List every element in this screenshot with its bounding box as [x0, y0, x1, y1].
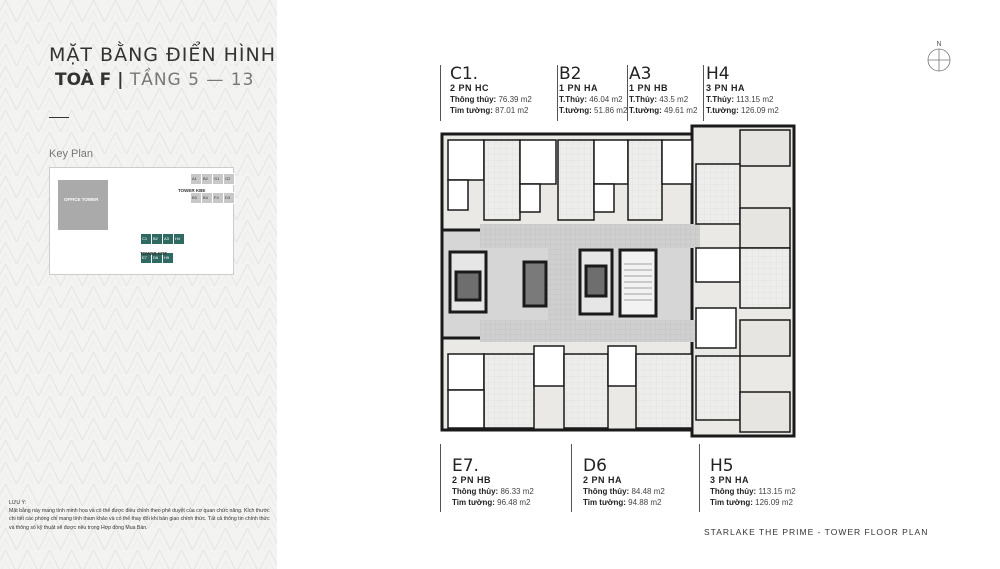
unit-leader-line	[699, 444, 700, 512]
unit-type: 1 PN HA	[559, 83, 599, 93]
key-plan-unit-label: A3	[164, 236, 169, 241]
key-plan-unit-label: G1	[214, 176, 220, 181]
key-plan-label: Key Plan	[49, 148, 94, 160]
key-plan-unit-label: B4	[203, 195, 208, 200]
area-label: T.Thủy:	[706, 95, 734, 104]
key-plan-unit-cell	[223, 192, 235, 204]
left-panel	[0, 0, 277, 569]
area-label: Tim tường:	[450, 106, 493, 115]
floor-range: TẦNG 5 — 13	[123, 70, 255, 90]
area-value: 113.15 m2	[736, 95, 774, 104]
key-plan-unit-label: B2	[203, 176, 208, 181]
unit-code: E7.	[452, 456, 479, 476]
unit-leader-line	[571, 444, 572, 512]
area-value: 87.01 m2	[495, 106, 529, 115]
tower-floor-plan	[440, 124, 797, 442]
area-label: Thông thủy:	[710, 487, 757, 496]
unit-code: H4	[706, 64, 730, 84]
key-plan-unit-cell	[223, 173, 235, 185]
unit-leader-line	[627, 65, 628, 121]
note-title: LƯU Ý:	[9, 500, 27, 506]
unit-type: 2 PN HA	[583, 475, 623, 485]
area-value: 76.39 m2	[498, 95, 532, 104]
unit-label-a3	[629, 65, 697, 116]
area-value: 51.86 m2	[594, 106, 628, 115]
key-plan-unit-label: H4	[175, 236, 181, 241]
area-value: 84.48 m2	[631, 487, 665, 496]
key-plan-unit-label: B2	[153, 236, 158, 241]
tower-name: TOÀ F |	[55, 70, 124, 90]
area-label: T.tường:	[629, 106, 662, 115]
disclaimer-note	[9, 499, 271, 532]
compass-north-icon	[926, 38, 952, 74]
area-label: T.tường:	[559, 106, 592, 115]
key-plan-unit-label: D6	[153, 255, 159, 260]
area-label: Tim tường:	[452, 498, 495, 507]
unit-label-d6	[583, 457, 665, 508]
unit-leader-line	[440, 444, 441, 512]
unit-code: A3	[629, 64, 652, 84]
key-plan-unit-label: A1	[192, 176, 197, 181]
area-label: T.tường:	[706, 106, 739, 115]
note-body: Mặt bằng này mang tính minh họa và có thể được điều chỉnh theo phê duyệt của cơ quan chức năng. Kích thước chi tiết các phòng chỉ mang tính tham khảo và có thể thay đổi khi bàn giao chính thức. Tất cả thông tin chính thức và thông số kỹ thuật sẽ được nêu trong Hợp đồng Mua Bán.	[9, 508, 270, 531]
unit-type: 2 PN HC	[450, 83, 490, 93]
key-plan-unit-label: F4	[214, 195, 219, 200]
unit-code: D6	[583, 456, 607, 476]
unit-code: B2	[559, 64, 582, 84]
unit-type: 3 PN HA	[706, 83, 746, 93]
unit-leader-line	[557, 65, 558, 121]
unit-leader-line	[440, 65, 441, 121]
unit-type: 3 PN HA	[710, 475, 750, 485]
area-label: T.Thủy:	[559, 95, 587, 104]
page-title: MẶT BẰNG ĐIỂN HÌNH	[49, 44, 277, 66]
unit-label-e7	[452, 457, 534, 508]
unit-type: 1 PN HB	[629, 83, 669, 93]
area-label: Tim tường:	[583, 498, 626, 507]
unit-leader-line	[703, 65, 704, 121]
key-plan-unit-label: C1	[142, 236, 148, 241]
office-tower-label: OFFICE TOWER	[64, 197, 99, 202]
divider	[49, 117, 69, 118]
unit-type: 2 PN HB	[452, 475, 492, 485]
unit-label-h4	[706, 65, 779, 116]
area-value: 94.88 m2	[628, 498, 662, 507]
area-value: 49.61 m2	[664, 106, 698, 115]
footer-caption: STARLAKE THE PRIME - TOWER FLOOR PLAN	[704, 527, 929, 537]
unit-code: H5	[710, 456, 734, 476]
area-label: Tim tường:	[710, 498, 753, 507]
area-value: 43.5 m2	[659, 95, 689, 104]
area-value: 86.33 m2	[500, 487, 534, 496]
key-plan-unit-label: H5	[164, 255, 170, 260]
area-value: 113.15 m2	[758, 487, 796, 496]
office-tower-block	[58, 180, 108, 230]
area-value: 126.09 m2	[755, 498, 793, 507]
key-plan-map	[49, 167, 234, 275]
area-label: Thông thủy:	[450, 95, 497, 104]
area-label: Thông thủy:	[452, 487, 499, 496]
key-plan-unit-label: B3	[192, 195, 197, 200]
key-plan-unit-label: E7	[142, 255, 147, 260]
key-plan-unit-label: D3	[225, 195, 231, 200]
key-plan-unit-cell	[173, 233, 185, 245]
area-value: 126.09 m2	[741, 106, 779, 115]
area-label: Thông thủy:	[583, 487, 630, 496]
unit-label-b2	[559, 65, 627, 116]
tower-kbe-label: TOWER KBE	[178, 188, 206, 193]
unit-label-c1	[450, 65, 532, 116]
unit-code: C1.	[450, 64, 479, 84]
tower-kbf-label: TOWER KBF	[140, 251, 168, 256]
unit-label-h5	[710, 457, 796, 508]
area-label: T.Thủy:	[629, 95, 657, 104]
key-plan-unit-label: G2	[225, 176, 231, 181]
area-value: 46.04 m2	[589, 95, 623, 104]
tower-floor-subtitle	[55, 70, 254, 90]
compass-label: N	[936, 41, 942, 48]
area-value: 96.48 m2	[497, 498, 531, 507]
